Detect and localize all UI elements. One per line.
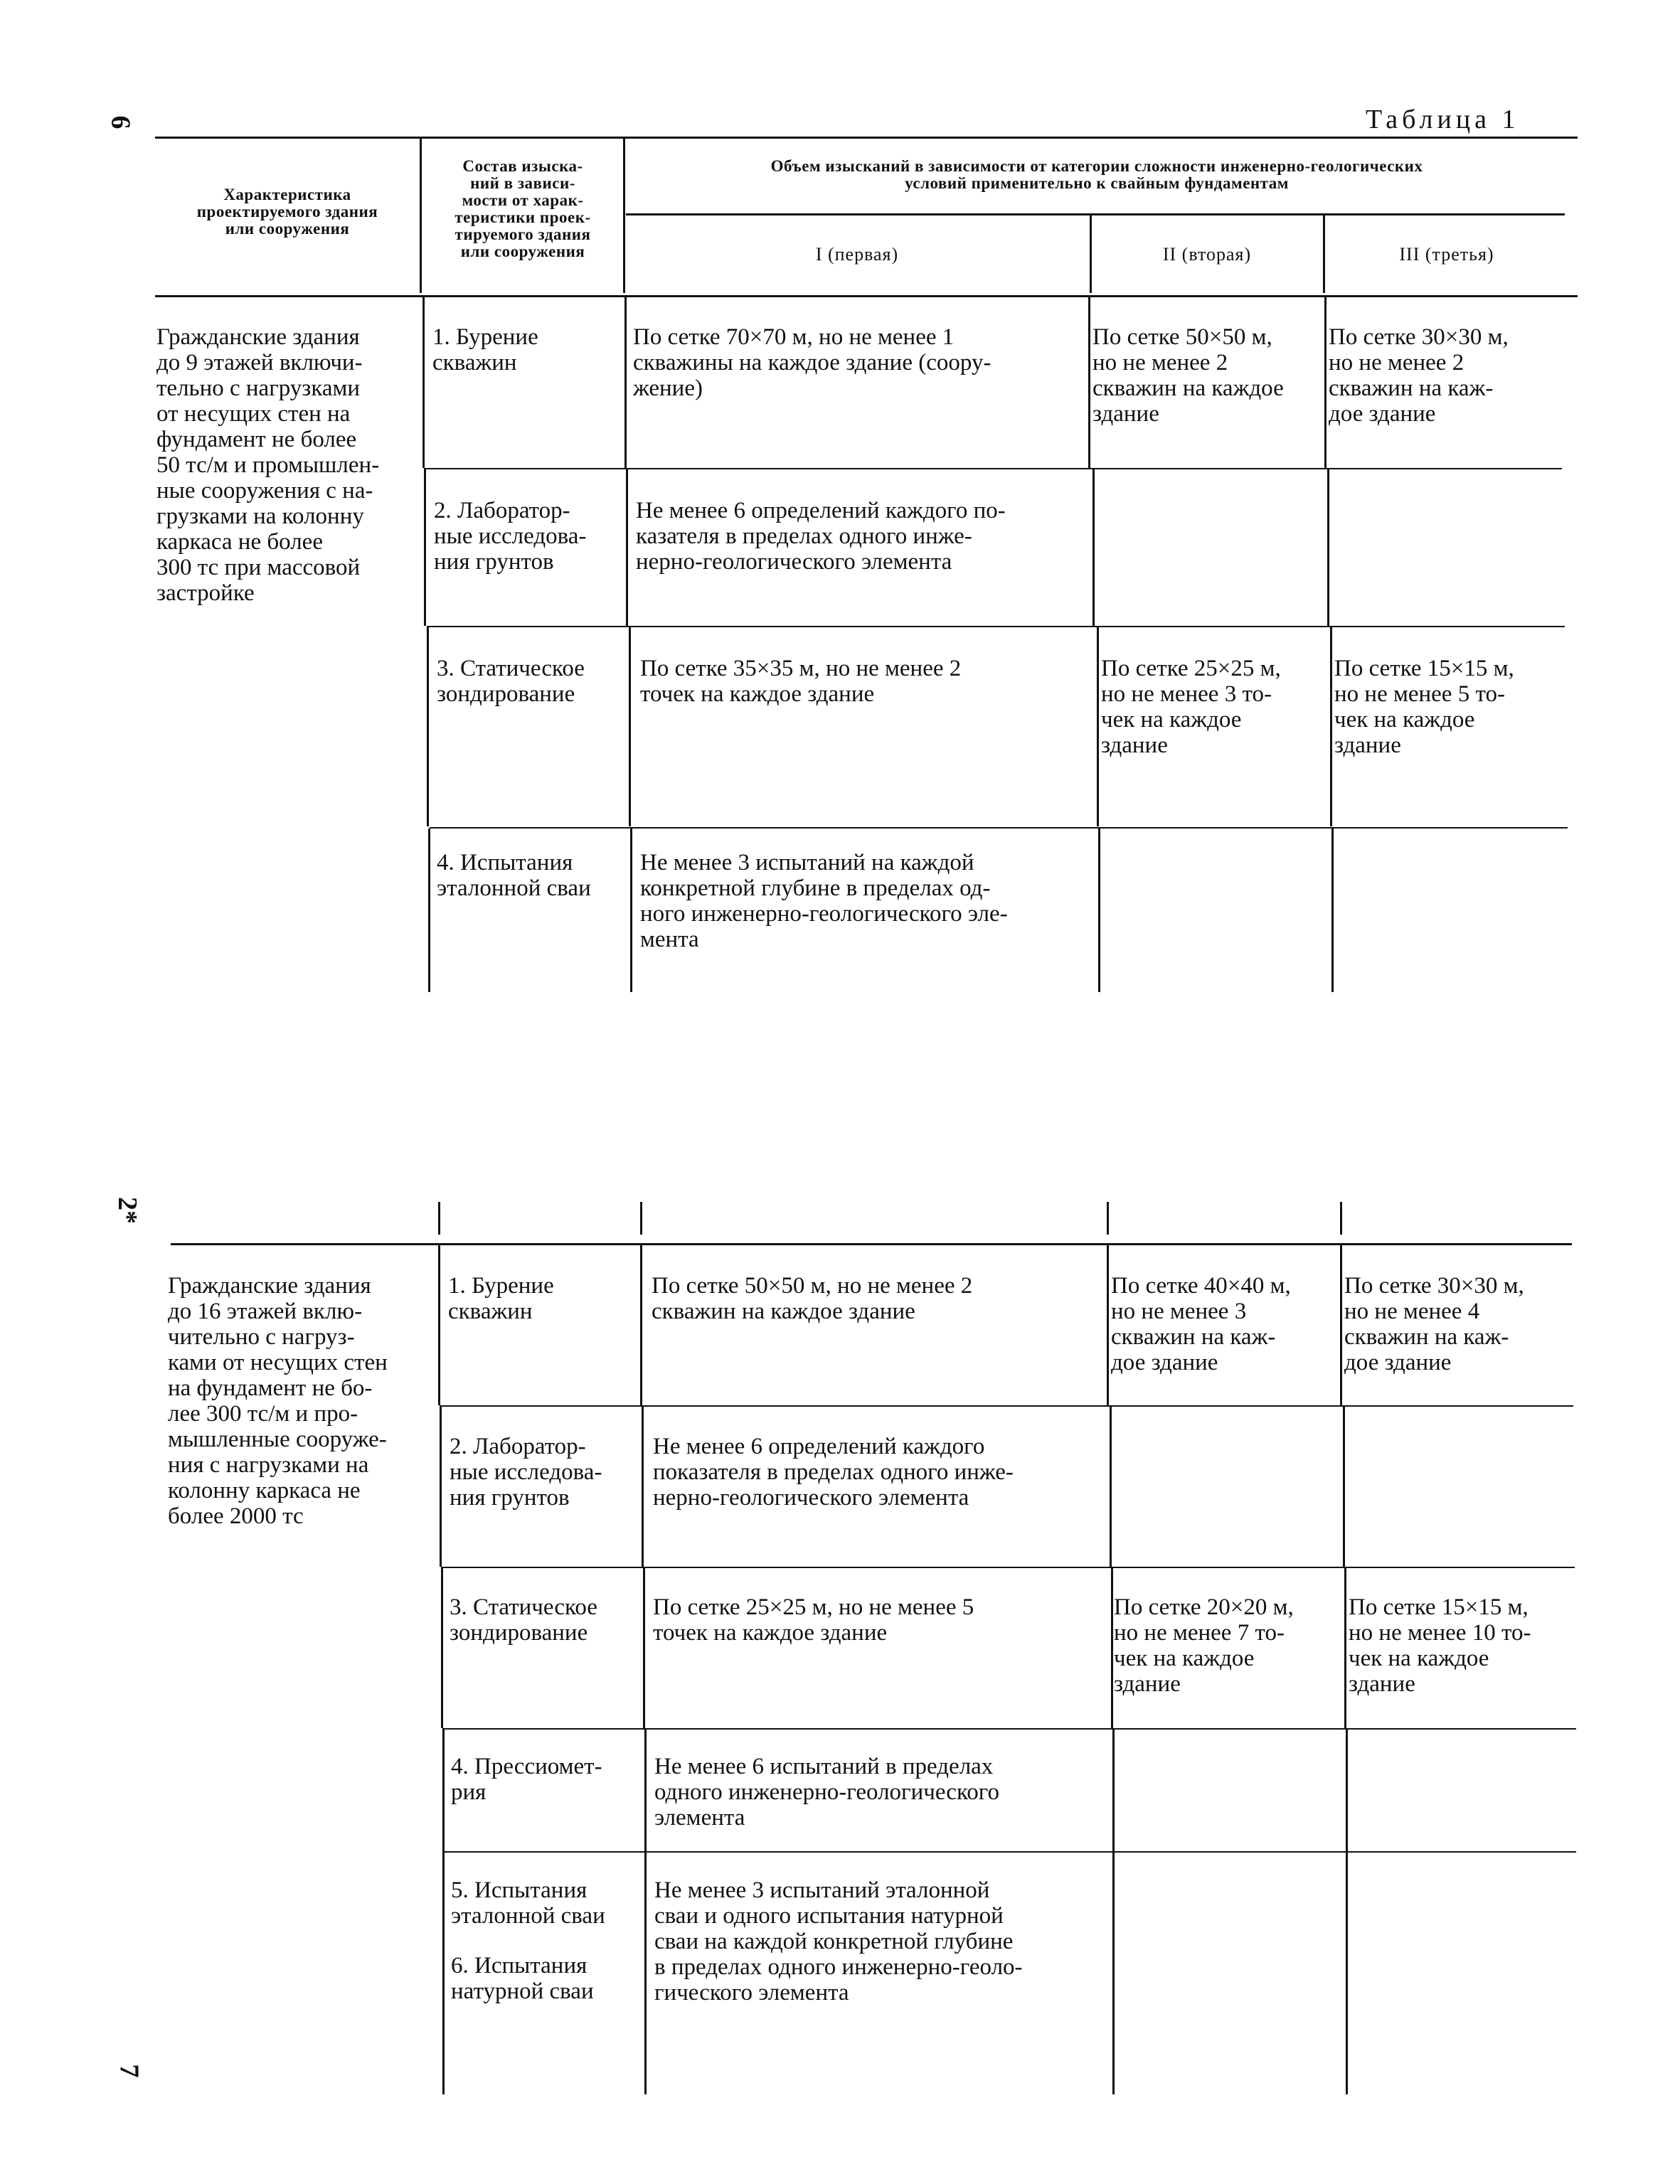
section-2-characteristic: Гражданские здания до 16 этажей вклю- чительно с нагруз- ками от несущих стен на фундамент не бо- лее 300 тс/м и про- мышленные сооруже- ния с нагрузками на колонну каркаса не более 2000 тс [168,1273,388,1529]
s1-row1-cat1: По сетке 70×70 м, но не менее 1 скважины на каждое здание (соору- жение) [633,324,991,401]
s2-row1-cat3: По сетке 30×30 м, но не менее 4 скважин на каж- дое здание [1344,1273,1524,1375]
s2-row1-cat2: По сетке 40×40 м, но не менее 3 скважин на каж- дое здание [1111,1273,1291,1375]
s2-row2-cat1: Не менее 6 определений каждого показателя в пределах одного инже- нерно-геологического элемента [653,1434,1014,1511]
s2-row4-cat1: Не менее 6 испытаний в пределах одного инженерно-геологического элемента [654,1754,1000,1831]
s1-row3-work: 3. Статическое зондирование [437,656,585,707]
s2-row5-work: 5. Испытания эталонной сваи [451,1877,605,1929]
s1-row1-work: 1. Бурение скважин [432,324,538,375]
page-number-top: 6 [105,115,136,129]
s1-row2-cat1: Не менее 6 определений каждого по- казателя в пределах одного инже- нерно-геологического элемента [636,498,1006,575]
s2-row2-work: 2. Лаборатор- ные исследова- ния грунтов [450,1434,602,1511]
section-1-characteristic: Гражданские здания до 9 этажей включи- тельно с нагрузками от несущих стен на фундамент не более 50 тс/м и промышлен- ные сооружения с на- грузками на колонну каркаса не более 300 тс при массовой застройке [156,324,380,606]
s1-row1-cat3: По сетке 30×30 м, но не менее 2 скважин на каж- дое здание [1329,324,1509,427]
s1-row3-cat2: По сетке 25×25 м, но не менее 3 то- чек на каждое здание [1101,656,1281,758]
page-number-bottom: 7 [114,2064,144,2078]
header-category-1: I (первая) [815,244,899,265]
table-label: Таблица 1 [1366,105,1520,134]
signature-mark: 2* [112,1197,142,1224]
s2-row6-work: 6. Испытания натурной сваи [451,1953,594,2004]
header-category-2: II (вторая) [1162,244,1252,265]
s1-row3-cat1: По сетке 35×35 м, но не менее 2 точек на каждое здание [640,656,962,707]
s2-row4-work: 4. Прессиомет- рия [451,1754,602,1805]
header-characteristic: Характеристика проектируемого здания или сооружения [196,186,378,238]
header-category-3: III (третья) [1399,244,1494,265]
s1-row3-cat3: По сетке 15×15 м, но не менее 5 то- чек на каждое здание [1334,656,1514,758]
s2-row3-cat1: По сетке 25×25 м, но не менее 5 точек на каждое здание [653,1594,974,1646]
header-survey-composition: Состав изыска- ний в зависи- мости от харак- теристики проек- тируемого здания или сооружения [454,157,591,260]
s2-row3-work: 3. Статическое зондирование [450,1594,597,1646]
s2-row1-work: 1. Бурение скважин [448,1273,554,1324]
s2-row5-cat1: Не менее 3 испытаний эталонной сваи и одного испытания натурной сваи на каждой конкретной глубине в пределах одного инженерно-геоло- гического элемента [654,1877,1023,2005]
s1-row2-work: 2. Лаборатор- ные исследова- ния грунтов [434,498,587,575]
s1-row4-cat1: Не менее 3 испытаний на каждой конкретной глубине в пределах од- ного инженерно-геологического эле- мента [640,850,1008,952]
s2-row3-cat3: По сетке 15×15 м, но не менее 10 то- чек на каждое здание [1349,1594,1531,1697]
header-survey-volume: Объем изысканий в зависимости от категории сложности инженерно-геологических условий применительно к свайным фундаментам [770,157,1423,192]
s2-row1-cat1: По сетке 50×50 м, но не менее 2 скважин на каждое здание [652,1273,973,1324]
s2-row3-cat2: По сетке 20×20 м, но не менее 7 то- чек на каждое здание [1114,1594,1294,1697]
s1-row1-cat2: По сетке 50×50 м, но не менее 2 скважин на каждое здание [1092,324,1284,427]
s1-row4-work: 4. Испытания эталонной сваи [437,850,591,901]
